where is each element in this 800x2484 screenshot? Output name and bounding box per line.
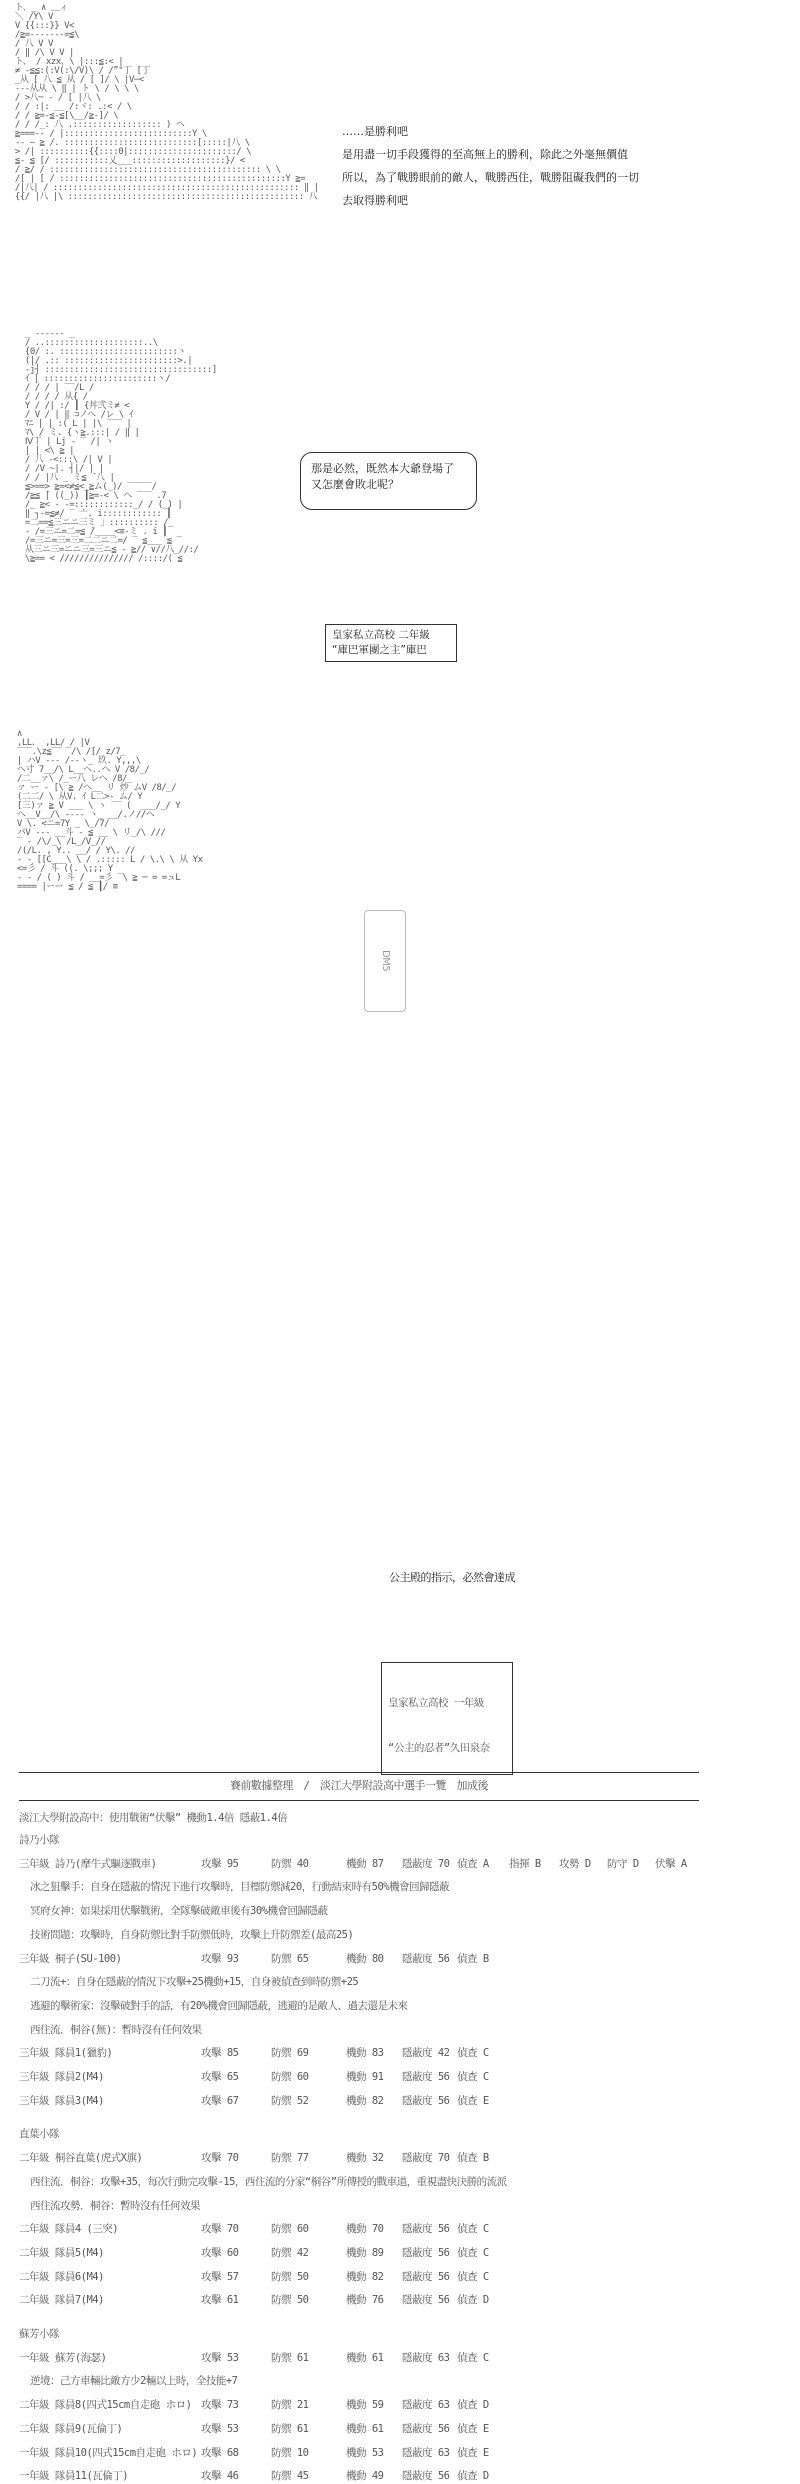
unit-atk: 攻擊 95 — [201, 1858, 239, 1870]
unit-def: 防禦 60 — [271, 2223, 309, 2235]
unit-atk: 攻擊 60 — [201, 2247, 239, 2259]
unit-def: 防禦 10 — [271, 2447, 309, 2459]
unit-atk: 攻擊 85 — [201, 2047, 239, 2059]
narration-line: 是用盡一切手段獲得的至高無上的勝利，除此之外毫無價值 — [342, 148, 628, 161]
character-tag-izuna — [381, 1662, 513, 1775]
unit-def: 防禦 52 — [271, 2095, 309, 2107]
school-summary: 淡江大學附設高中：使用戰術“伏擊” 機動1.4倍 隱蔽1.4倍 — [19, 1812, 288, 1824]
unit-mob: 機動 61 — [346, 2423, 384, 2435]
unit-mob: 機動 83 — [346, 2047, 384, 2059]
unit-sco: 偵查 A — [457, 1858, 489, 1870]
unit-atk: 攻擊 70 — [201, 2152, 239, 2164]
ascii-art-figure-1: ト、_ ∧ ＿ィ ＼ /Y\ V V {{:::}} V< /≧=-------=≦\ / 八 V V / ‖ /\ V V | ト、 / xzx、\ |:::≦:< | ≠ -≦≦:(:V(:\/V)\ / /”"丁 [丁 _从 [ 八 ≦ 从 / [ ]/ \ |V−< ‐‐‐从从 \ ‖ | ト \ / \ \ \ / >八─ ‐ / [ |八 \ / / :|: __ /:ヾ: .:< / \ / / ≧=-≦-≦[\__/≧-]/ \ / / /_: 八 .:::::::::::::::::: ) ヘ ≧===-- / |::::::::::::::::::::::::::Y \ ‐‐ ― ≧ /. :::::::::::::::::::::::::::[:::::|八 \ > /| ::::::::::{{::::0|::::::::::::::::::::::/ \ ≦- ≦ [/ :::::::::::乂___:::::::::::::::::::}/ < / ≧/ / ::::::::::::::::::::::::::::::::::::::::::: \ \ /[ | [ / ::::::::::::::::::::::::::::::::::::::::::::::Y ≧= /|八| / :::::::::::::::::::::::::::::::::::::::::::::::::: ‖ | {{/ |八 |\ :::::::::::::::::::::::::::::::::::::::::::::::: 八 — [14, 3, 319, 202]
unit-row — [19, 2292, 709, 2308]
unit-mob: 機動 59 — [346, 2399, 384, 2411]
unit-atk: 攻擊 61 — [201, 2294, 239, 2306]
character-tag-kooper — [325, 624, 457, 662]
unit-name: 一年級 隊員11(瓦倫丁) — [19, 2470, 129, 2482]
unit-def: 防禦 77 — [271, 2152, 309, 2164]
unit-row — [19, 2269, 709, 2285]
unit-sco: 偵查 E — [457, 2095, 489, 2107]
unit-sco: 偵查 D — [457, 2294, 489, 2306]
unit-mob: 機動 49 — [346, 2470, 384, 2482]
unit-name: 三年級 詩乃(摩牛式驅逐戰車) — [19, 1858, 157, 1870]
unit-name: 二年級 隊員6(M4) — [19, 2271, 104, 2283]
unit-row — [19, 2445, 709, 2461]
unit-atk: 攻擊 65 — [201, 2071, 239, 2083]
unit-atk: 攻擊 46 — [201, 2470, 239, 2482]
skill-note: 逆境：己方車輛比敵方少2輛以上時，全技能+7 — [30, 2375, 238, 2387]
unit-mob: 機動 82 — [346, 2095, 384, 2107]
unit-def: 防禦 69 — [271, 2047, 309, 2059]
unit-hid: 隱蔽度 63 — [402, 2447, 450, 2459]
unit-sco: 偵查 E — [457, 2447, 489, 2459]
unit-name: 二年級 隊員7(M4) — [19, 2294, 104, 2306]
unit-x3: 防守 D — [607, 1858, 639, 1870]
unit-sco: 偵查 E — [457, 2423, 489, 2435]
unit-x4: 伏擊 A — [655, 1858, 687, 1870]
bubble-line: 又怎麼會敗北呢？ — [311, 478, 399, 491]
unit-sco: 偵查 B — [457, 1953, 489, 1965]
unit-mob: 機動 53 — [346, 2447, 384, 2459]
unit-hid: 隱蔽度 63 — [402, 2399, 450, 2411]
unit-def: 防禦 42 — [271, 2247, 309, 2259]
ascii-art-figure-3: ∧ ,LL、 ,LL/ / |V ‾‾‾.\z≦‾‾ ‾/\ /[/ z/7_ | ハV ‐‐‐ /‐-ヽ_ 玖. Y,,,\ ヘ寸 7__/\ L__ヘ..ヘ V /8/_/ /二__ァ\ /_ー八 レヘ /8/_ ァ ー ‐ [\ ≧ /ヘ__ リ 炒 ムV /8/_/ (二二/ \ 从V. ｲ L二>‐ ム/ Y [三)ァ ≧ V ___ \ ヽ ‾‾ ( ___/_/ Y ヘ__V__/\ ‐‐‐‐ ヽ_ __/.ノ//ヘ V \. <ニ=7Y _ \_/7/ パV ‐‐‐ __斗 ‐ ≦ __ \ リ_/\ /// ‾ ‐ /\/_\ /L_/V_// /(/L. , Y.. __/ / Y\. // ‐ ‐ [[C___\ \ / .::::: L / \.\ \ 从 Yx <=彡 / 斗 ((. \;;; Y ‐ ‐ / ( ) 斗 / __=彡 ‾\ ≧ ─ = =ュL ==== |ーー ≦ / ≦ ┃/ ≡ 公主殿的指示，必然會達成 皇家私立高校 一年級 “公主的忍者”久田泉奈 賽前數據整理 / 淡江大學附設高中選手一覽 加成後 淡江大學附設高中：使用戰術“伏擊” 機動1.4倍 隱蔽1.4倍 詩乃小隊 三年級 詩乃(摩牛式驅逐戰車) 攻擊 95 防禦 40 機動 87 隱蔽度 70 偵查 A 指揮 B 攻勢 D 防守 D 伏擊 A 冰之狙擊手：自身在隱蔽的情況下進行攻擊時，目標防禦減20，行動結束時有50%機會回歸隱蔽 冥府女神：如果採用伏擊戰術，全隊擊破敵車後有30%機會回歸隱蔽 技術問題：攻擊時，自身防禦比對手防禦低時，攻擊上升防禦差(最高25) 三年級 桐子(SU-100) 攻擊 93 防禦 65 機動 80 隱蔽度 56 偵查 B 二刀流+：自身在隱蔽的情況下攻擊+25機動+15，自身被偵查到時防禦+25 逃避的擊術家：沒擊破對手的話，有20%機會回歸隱蔽，逃避的是敵人、過去還是未來 西住流．桐谷(無)：暫時沒有任何效果 三年級 隊員1(獵豹) 攻擊 85 防禦 69 機動 83 隱蔽度 42 偵查 C 三年級 隊員2(M4) 攻擊 65 防禦 60 機動 91 隱蔽度 56 偵查 C 三年級 隊員3(M4) 攻擊 67 防禦 52 機動 82 隱蔽度 56 偵查 E 直葉小隊 二年級 桐谷直葉(虎式X旗) 攻擊 70 防禦 77 機動 32 隱蔽度 70 偵查 B 西住流．桐谷：攻擊+35，每次行動完攻擊-15，西住流的分家“桐谷”所傳授的戰車道，重視盡快決勝的流派 西住流攻勢．桐谷：暫時沒有任何效果 二年級 隊員4 (三突) 攻擊 70 防禦 60 機動 70 隱蔽度 56 偵查 C 二年級 隊員5(M4) 攻擊 60 防禦 42 機動 89 隱蔽度 56 偵查 C 二年級 隊員6(M4) 攻擊 57 防禦 50 機動 82 隱蔽度 56 偵查 C 二年級 隊員7(M4) 攻擊 61 防禦 50 機動 76 隱蔽度 56 偵查 D 蘇芳小隊 一年級 蘇芳(海瑟) 攻擊 53 防禦 61 機動 61 隱蔽度 63 偵查 C 逆境：己方車輛比敵方少2輛以上時，全技能+7 二年級 隊員8(四式15cm自走砲 ホロ) 攻擊 73 防禦 21 機動 59 隱蔽度 63 偵查 D 二年級 隊員9(瓦倫丁) 攻擊 53 防禦 61 機動 61 隱蔽度 56 偵查 E 一年級 隊員10(四式15cm自走砲 ホロ) 攻擊 68 防禦 10 機動 53 隱蔽度 63 偵查 E 一年級 隊員11(瓦倫丁) 攻擊 46 防禦 45 機動 49 隱蔽度 56 偵查 D DM5 — [12, 730, 412, 1030]
unit-mob: 機動 80 — [346, 1953, 384, 1965]
tag-line: 皇家私立高校 一年級 — [388, 1697, 484, 1709]
skill-note: 冥府女神：如果採用伏擊戰術，全隊擊破敵車後有30%機會回歸隱蔽 — [30, 1905, 328, 1917]
narration-line: 所以，為了戰勝眼前的敵人，戰勝西住，戰勝阻礙我們的一切 — [342, 171, 639, 184]
unit-def: 防禦 40 — [271, 1858, 309, 1870]
unit-sco: 偵查 C — [457, 2223, 489, 2235]
unit-name: 三年級 桐子(SU-100) — [19, 1953, 122, 1965]
unit-name: 二年級 隊員5(M4) — [19, 2247, 104, 2259]
unit-mob: 機動 70 — [346, 2223, 384, 2235]
section-heading: 蘇芳小隊 — [19, 2328, 59, 2340]
unit-def: 防禦 61 — [271, 2423, 309, 2435]
unit-mob: 機動 32 — [346, 2152, 384, 2164]
unit-def: 防禦 60 — [271, 2071, 309, 2083]
unit-row — [19, 2421, 709, 2437]
unit-x2: 攻勢 D — [559, 1858, 591, 1870]
unit-atk: 攻擊 57 — [201, 2271, 239, 2283]
divider — [19, 1772, 699, 1773]
unit-sco: 偵查 C — [457, 2071, 489, 2083]
site-watermark: DM5 — [364, 910, 406, 1012]
unit-hid: 隱蔽度 70 — [402, 1858, 450, 1870]
unit-name: 二年級 桐谷直葉(虎式X旗) — [19, 2152, 143, 2164]
unit-hid: 隱蔽度 56 — [402, 2247, 450, 2259]
unit-hid: 隱蔽度 56 — [402, 2223, 450, 2235]
unit-mob: 機動 91 — [346, 2071, 384, 2083]
tag-line: “庫巴軍團之主”庫巴 — [332, 644, 427, 656]
unit-hid: 隱蔽度 56 — [402, 1953, 450, 1965]
unit-name: 三年級 隊員1(獵豹) — [19, 2047, 113, 2059]
unit-def: 防禦 50 — [271, 2271, 309, 2283]
unit-def: 防禦 21 — [271, 2399, 309, 2411]
unit-mob: 機動 82 — [346, 2271, 384, 2283]
unit-atk: 攻擊 70 — [201, 2223, 239, 2235]
skill-note: 西住流．桐谷：攻擊+35，每次行動完攻擊-15，西住流的分家“桐谷”所傳授的戰車道，重視盡快決勝的流派 — [30, 2176, 507, 2188]
unit-atk: 攻擊 53 — [201, 2352, 239, 2364]
unit-name: 一年級 隊員10(四式15cm自走砲 ホロ) — [19, 2447, 198, 2459]
unit-atk: 攻擊 73 — [201, 2399, 239, 2411]
unit-def: 防禦 45 — [271, 2470, 309, 2482]
bubble-line: 那是必然，既然本大爺登場了 — [311, 462, 454, 475]
unit-row — [19, 2245, 709, 2261]
unit-hid: 隱蔽度 70 — [402, 2152, 450, 2164]
unit-sco: 偵查 D — [457, 2399, 489, 2411]
unit-def: 防禦 61 — [271, 2352, 309, 2364]
unit-atk: 攻擊 53 — [201, 2423, 239, 2435]
skill-note: 逃避的擊術家：沒擊破對手的話，有20%機會回歸隱蔽，逃避的是敵人、過去還是未來 — [30, 2000, 408, 2012]
ascii-art-figure-2: _ ‐‐‐‐‐‐ _ / ..::::::::::::::::::::..\ {0/ :. ::::::::::::::::::::::::ヽ (|/ .:: :::::::::::::::::::::::>.| -j┤ ::::::::::::::::::::::::::::::::::] ｲ | :::::::::::::::::::::::ヽ/ / / / | ‾‾/L / / / / / 从{ / Y / /| :/ ┃ {丼弐ミ≠ < / V / | ‖ ⊃ノヘ /レ \ ｲ ﾏﾆ | | :( L | |\ ‾‾‾ | ﾏ\ / ミ. {ヽ≧.:::| / ‖ | Ⅳ丅 | Lj ‐ ‾ /| ヽ | | <\ ≧ | / 八 ‐<:::\ /| V | / /V ~|. ┤|/ | | / / |八 _ ミ≦ ̄ 八 | ≦>==> ≧=<≠≦<_≧ム(_)/ ‾‾‾‾‾/ /≧≦ ̄| ((_)) ┃≧=-< \ ヘ ‾‾‾ .7 /_ ≧< ‐ -=::::::::::::_/ / (_) | ‖ ┐‐=≦≠/ ‾ 亠. i:::::::::::: ┃ =二==≦三ニニ三ミ 」:::::::::: /_ ‐ /=三ニ=二=≦ ̄/____<≡-ミ . i ┃ /=三ニ=三=三=二二ニ二=/ ‾ ≦___ ≦ ‾ 从三ニ三=ニニ三=三ニ≦ - ≧// ∨//八_//:/ \≧== < /////////////// /::::/( ≦ — [24, 329, 217, 564]
unit-mob: 機動 87 — [346, 1858, 384, 1870]
unit-row — [19, 2150, 709, 2166]
unit-atk: 攻擊 68 — [201, 2447, 239, 2459]
unit-hid: 隱蔽度 56 — [402, 2423, 450, 2435]
unit-sco: 偵查 B — [457, 2152, 489, 2164]
unit-hid: 隱蔽度 56 — [402, 2294, 450, 2306]
tag-line: 皇家私立高校 二年級 — [332, 629, 430, 641]
unit-row — [19, 1951, 709, 1967]
divider — [19, 1800, 699, 1801]
unit-name: 二年級 隊員9(瓦倫丁) — [19, 2423, 123, 2435]
skill-note: 二刀流+：自身在隱蔽的情況下攻擊+25機動+15，自身被偵查到時防禦+25 — [30, 1976, 359, 1988]
unit-sco: 偵查 C — [457, 2047, 489, 2059]
narration-line: 去取得勝利吧 — [342, 194, 408, 207]
unit-atk: 攻擊 93 — [201, 1953, 239, 1965]
unit-hid: 隱蔽度 56 — [402, 2095, 450, 2107]
section-heading: 詩乃小隊 — [19, 1834, 59, 1846]
unit-mob: 機動 61 — [346, 2352, 384, 2364]
unit-hid: 隱蔽度 56 — [402, 2071, 450, 2083]
unit-atk: 攻擊 67 — [201, 2095, 239, 2107]
skill-note: 西住流．桐谷(無)：暫時沒有任何效果 — [30, 2024, 202, 2036]
unit-row — [19, 2350, 709, 2366]
unit-name: 二年級 隊員8(四式15cm自走砲 ホロ) — [19, 2399, 192, 2411]
unit-name: 二年級 隊員4 (三突) — [19, 2223, 119, 2235]
unit-sco: 偵查 C — [457, 2247, 489, 2259]
narration-block-1 — [342, 120, 639, 212]
section-heading: 直葉小隊 — [19, 2128, 59, 2140]
skill-note: 冰之狙擊手：自身在隱蔽的情況下進行攻擊時，目標防禦減20，行動結束時有50%機會回歸隱蔽 — [30, 1881, 450, 1893]
speech-bubble — [300, 452, 477, 510]
unit-row — [19, 2069, 709, 2085]
unit-row — [19, 2397, 709, 2413]
stats-title: 賽前數據整理 / 淡江大學附設高中選手一覽 加成後 — [229, 1779, 489, 1792]
unit-hid: 隱蔽度 42 — [402, 2047, 450, 2059]
narration-block-3: 公主殿的指示，必然會達成 — [389, 1571, 515, 1584]
unit-row — [19, 2221, 709, 2237]
unit-row — [19, 2468, 709, 2484]
unit-sco: 偵查 D — [457, 2470, 489, 2482]
unit-hid: 隱蔽度 56 — [402, 2271, 450, 2283]
unit-name: 一年級 蘇芳(海瑟) — [19, 2352, 107, 2364]
unit-hid: 隱蔽度 63 — [402, 2352, 450, 2364]
skill-note: 西住流攻勢．桐谷：暫時沒有任何效果 — [30, 2200, 200, 2212]
unit-row — [19, 2045, 709, 2061]
unit-sco: 偵查 C — [457, 2352, 489, 2364]
unit-sco: 偵查 C — [457, 2271, 489, 2283]
unit-x1: 指揮 B — [509, 1858, 541, 1870]
unit-def: 防禦 50 — [271, 2294, 309, 2306]
narration-line: ……是勝利吧 — [342, 125, 408, 138]
unit-row — [19, 1856, 709, 1872]
unit-def: 防禦 65 — [271, 1953, 309, 1965]
unit-mob: 機動 76 — [346, 2294, 384, 2306]
unit-name: 三年級 隊員3(M4) — [19, 2095, 104, 2107]
unit-hid: 隱蔽度 56 — [402, 2470, 450, 2482]
unit-name: 三年級 隊員2(M4) — [19, 2071, 104, 2083]
unit-mob: 機動 89 — [346, 2247, 384, 2259]
skill-note: 技術問題：攻擊時，自身防禦比對手防禦低時，攻擊上升防禦差(最高25) — [30, 1929, 354, 1941]
tag-line: “公主的忍者”久田泉奈 — [388, 1742, 490, 1754]
unit-row — [19, 2093, 709, 2109]
